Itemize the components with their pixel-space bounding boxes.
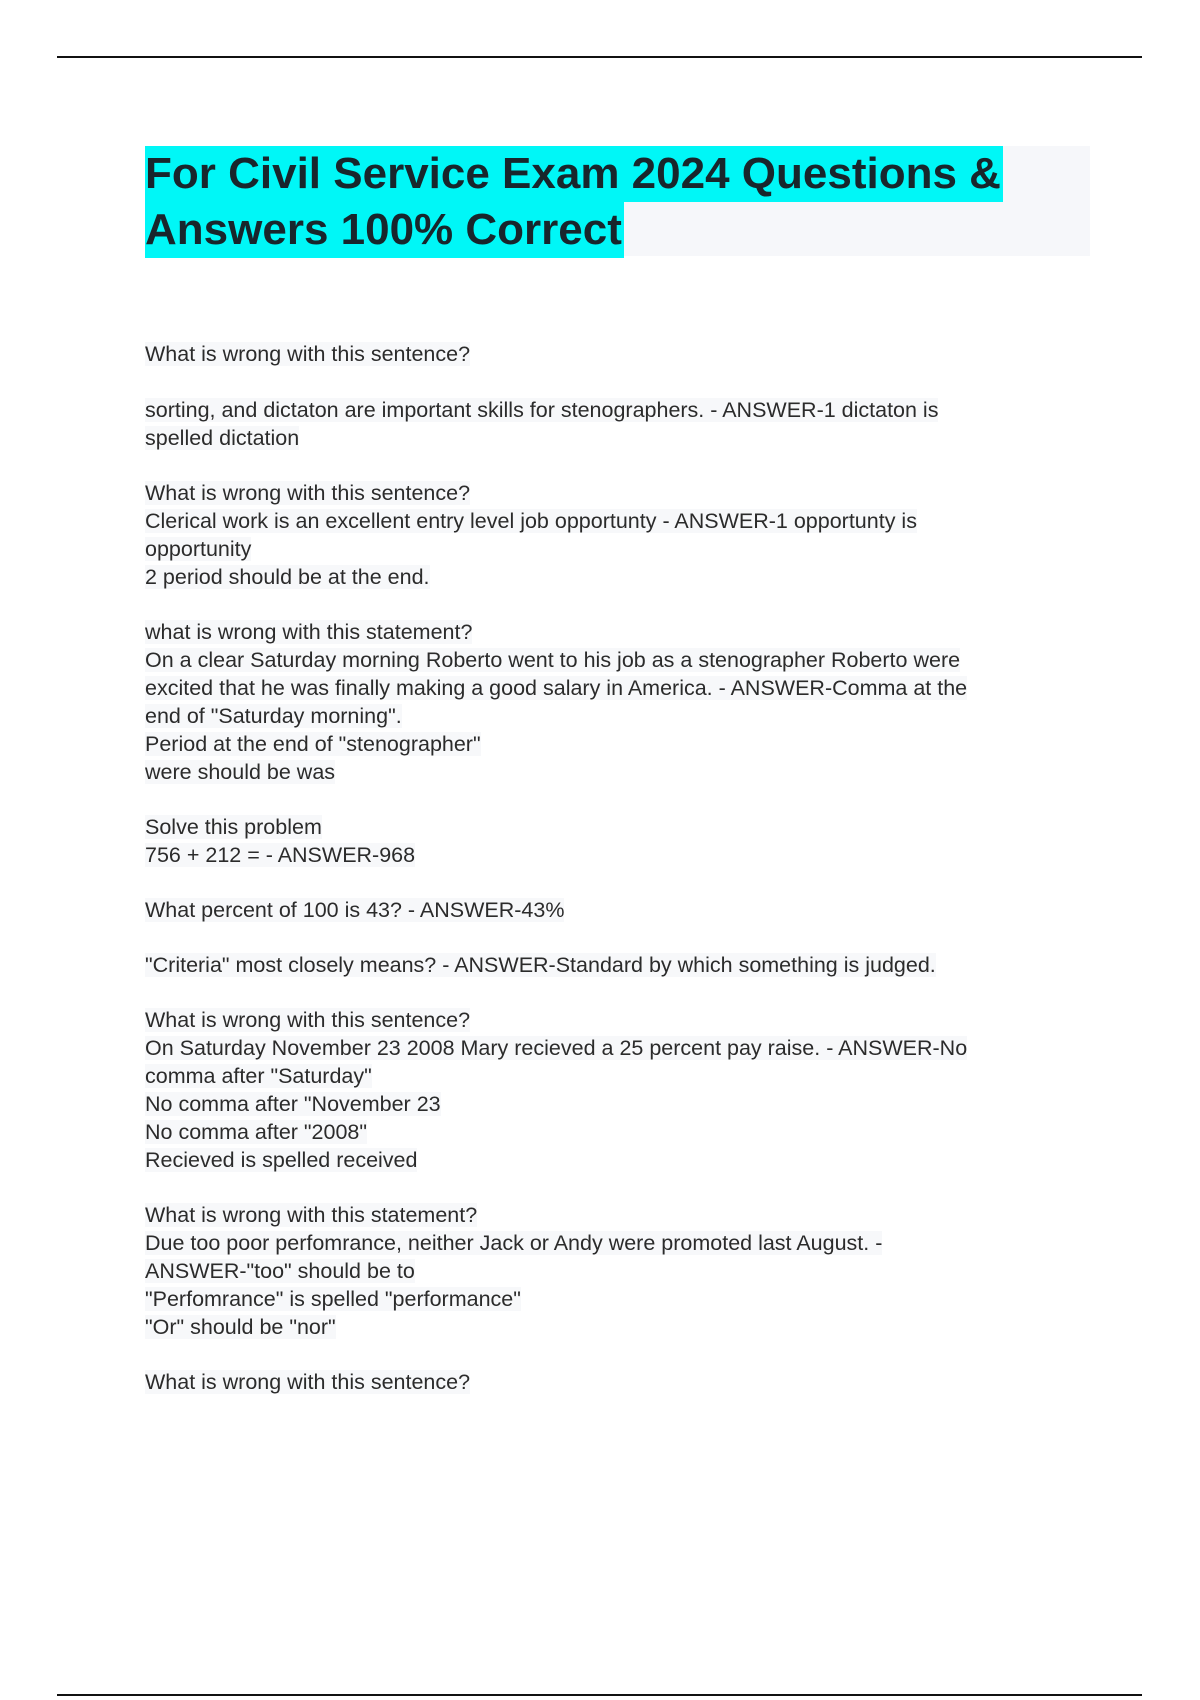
- qa-line-text: What is wrong with this statement?: [145, 1203, 478, 1227]
- qa-line: [145, 563, 1090, 591]
- qa-entry: [145, 951, 1090, 979]
- qa-line: [145, 340, 1090, 368]
- qa-entry: [145, 340, 1090, 452]
- qa-line-text: What is wrong with this sentence?: [145, 481, 471, 505]
- qa-line-text: On Saturday November 23 2008 Mary recieved a 25 percent pay raise. - ANSWER-No: [145, 1036, 968, 1060]
- qa-line-text: "Criteria" most closely means? - ANSWER-Standard by which something is judged.: [145, 953, 936, 977]
- qa-line: [145, 730, 1090, 758]
- qa-line-text: No comma after "November 23: [145, 1092, 441, 1116]
- qa-entry: [145, 1006, 1090, 1174]
- qa-line-text: On a clear Saturday morning Roberto went to his job as a stenographer Roberto were: [145, 648, 961, 672]
- qa-line: [145, 396, 1090, 424]
- qa-line-text: What is wrong with this sentence?: [145, 342, 471, 366]
- qa-line: [145, 479, 1090, 507]
- qa-line-text: What percent of 100 is 43? - ANSWER-43%: [145, 898, 565, 922]
- qa-line-text: Recieved is spelled received: [145, 1148, 418, 1172]
- qa-entry: [145, 1201, 1090, 1341]
- qa-line: [145, 1118, 1090, 1146]
- qa-line-text: spelled dictation: [145, 426, 300, 450]
- title-line-2: Answers 100% Correct: [145, 202, 624, 258]
- qa-line-text: excited that he was finally making a good salary in America. - ANSWER-Comma at the: [145, 676, 968, 700]
- qa-line-text: Solve this problem: [145, 815, 322, 839]
- qa-line: [145, 507, 1090, 535]
- document-page: [145, 146, 1090, 1423]
- qa-line-text: comma after "Saturday": [145, 1064, 372, 1088]
- qa-line: [145, 1257, 1090, 1285]
- qa-line-text: end of "Saturday morning".: [145, 704, 402, 728]
- qa-line: [145, 758, 1090, 786]
- qa-line: [145, 618, 1090, 646]
- qa-line: [145, 424, 1090, 452]
- qa-line: [145, 841, 1090, 869]
- qa-line-text: opportunity: [145, 537, 252, 561]
- qa-line-text: What is wrong with this sentence?: [145, 1370, 471, 1394]
- qa-line: [145, 951, 1090, 979]
- qa-entry: [145, 1368, 1090, 1396]
- qa-line: [145, 1146, 1090, 1174]
- bottom-rule: [57, 1694, 1142, 1696]
- qa-entry: [145, 618, 1090, 786]
- qa-line-text: No comma after "2008": [145, 1120, 368, 1144]
- qa-line-text: 2 period should be at the end.: [145, 565, 430, 589]
- qa-line: [145, 1368, 1090, 1396]
- qa-line-text: sorting, and dictaton are important skills for stenographers. - ANSWER-1 dictaton is: [145, 398, 939, 422]
- qa-line-text: "Or" should be "nor": [145, 1315, 336, 1339]
- qa-entry: [145, 896, 1090, 924]
- qa-line-text: were should be was: [145, 760, 336, 784]
- qa-entry: [145, 813, 1090, 869]
- qa-line-text: Clerical work is an excellent entry level job opportunty - ANSWER-1 opportunty is: [145, 509, 917, 533]
- qa-line: [145, 1006, 1090, 1034]
- qa-line-text: "Perfomrance" is spelled "performance": [145, 1287, 521, 1311]
- qa-list: [145, 340, 1090, 1396]
- qa-line: [145, 813, 1090, 841]
- document-title: [145, 146, 1090, 256]
- qa-line: [145, 896, 1090, 924]
- qa-line-text: Period at the end of "stenographer": [145, 732, 481, 756]
- qa-line: [145, 702, 1090, 730]
- qa-line-text: what is wrong with this statement?: [145, 620, 473, 644]
- qa-line: [145, 1062, 1090, 1090]
- qa-line-text: ANSWER-"too" should be to: [145, 1259, 415, 1283]
- qa-line: [145, 1313, 1090, 1341]
- qa-entry: [145, 479, 1090, 591]
- qa-line-text: 756 + 212 = - ANSWER-968: [145, 843, 416, 867]
- title-line-1: For Civil Service Exam 2024 Questions &: [145, 146, 1003, 202]
- qa-line: [145, 1034, 1090, 1062]
- qa-line-text: What is wrong with this sentence?: [145, 1008, 471, 1032]
- qa-line: [145, 1090, 1090, 1118]
- qa-line: [145, 674, 1090, 702]
- qa-line: [145, 535, 1090, 563]
- qa-line: [145, 1285, 1090, 1313]
- top-rule: [57, 56, 1142, 58]
- qa-line: [145, 1201, 1090, 1229]
- qa-line-text: Due too poor perfomrance, neither Jack or Andy were promoted last August. -: [145, 1231, 883, 1255]
- qa-line: [145, 646, 1090, 674]
- qa-line: [145, 1229, 1090, 1257]
- blank-line: [145, 368, 1090, 396]
